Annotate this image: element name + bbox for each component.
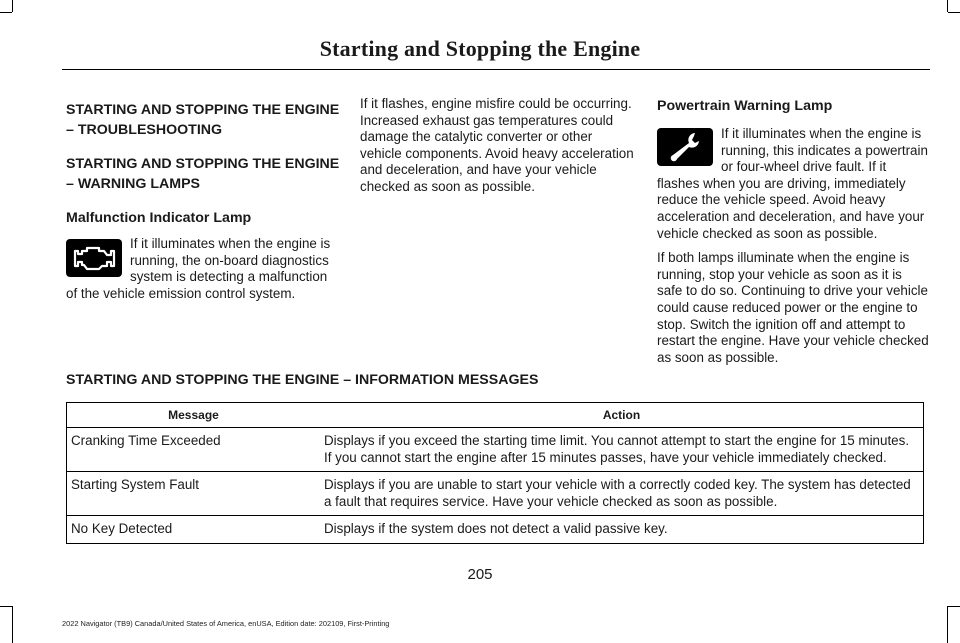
misfire-text: If it flashes, engine misfire could be occurring. Increased exhaust gas temperatures could damage the catalytic converter or other vehicle components. Avoid heavy acceleration and deceleration, and have your vehicle checked as soon as possible. [360, 96, 634, 194]
page-number: 205 [467, 566, 493, 583]
engine-icon [66, 239, 122, 277]
left-column [66, 96, 341, 302]
heading-warning-lamps: STARTING AND STOPPING THE ENGINE – WARNING LAMPS [66, 156, 340, 192]
page-header-title: Starting and Stopping the Engine [319, 36, 641, 61]
crop-mark [0, 12, 12, 13]
crop-mark [12, 0, 13, 12]
crop-mark [12, 606, 13, 643]
header-divider [62, 69, 930, 70]
info-messages-table [66, 402, 924, 544]
mil-block [66, 236, 341, 302]
table-header-row [67, 403, 924, 428]
mil-title: Malfunction Indicator Lamp [66, 210, 252, 226]
column-header-action: Action [320, 403, 924, 428]
crop-mark [948, 606, 960, 607]
column-header-message: Message [67, 403, 321, 428]
table-row [67, 428, 924, 472]
crop-mark [0, 606, 12, 607]
crop-mark [947, 0, 948, 12]
powertrain-text-2: If both lamps illuminate when the engine is running, stop your vehicle as soon as it is safe to do so. Continuing to drive your vehicle could cause reduced power or the engine to stop. Switch the ignition off and attempt to restart the engine. Have your vehicle checked as soon as possible. [657, 250, 929, 365]
powertrain-text-1: If it illuminates when the engine is running, this indicates a powertrain or four-wheel drive fault. If it flashes when you are driving, immediately reduce the vehicle speed. Avoid heavy acceleration and deceleration, and have your vehicle checked as soon as possible. [657, 126, 928, 241]
middle-column [360, 96, 635, 204]
powertrain-title: Powertrain Warning Lamp [657, 98, 833, 114]
mil-description: If it illuminates when the engine is running, the on-board diagnostics system is detecting a malfunction of the vehicle emission control system. [66, 236, 331, 301]
message-cell: Starting System Fault [67, 472, 321, 516]
action-cell: Displays if you are unable to start your vehicle with a correctly coded key. The system has detected a fault that requires service. Have your vehicle checked as soon as possible. [320, 472, 924, 516]
message-cell: Cranking Time Exceeded [67, 428, 321, 472]
right-column [657, 96, 929, 374]
action-cell: Displays if you exceed the starting time limit. You cannot attempt to start the engine for 15 minutes. If you cannot start the engine after 15 minutes passes, have your vehicle immediately checked. [320, 428, 924, 472]
table-row [67, 516, 924, 544]
crop-mark [947, 606, 948, 643]
info-messages-title: STARTING AND STOPPING THE ENGINE – INFORMATION MESSAGES [66, 372, 539, 388]
edition-footer: 2022 Navigator (TB9) Canada/United States of America, enUSA, Edition date: 202109, First-Printing [62, 619, 390, 628]
crop-mark [948, 12, 960, 13]
action-cell: Displays if the system does not detect a valid passive key. [320, 516, 924, 544]
powertrain-block [657, 126, 929, 242]
message-cell: No Key Detected [67, 516, 321, 544]
table-row [67, 472, 924, 516]
heading-troubleshooting: STARTING AND STOPPING THE ENGINE – TROUBLESHOOTING [66, 102, 340, 138]
wrench-icon [657, 128, 713, 166]
